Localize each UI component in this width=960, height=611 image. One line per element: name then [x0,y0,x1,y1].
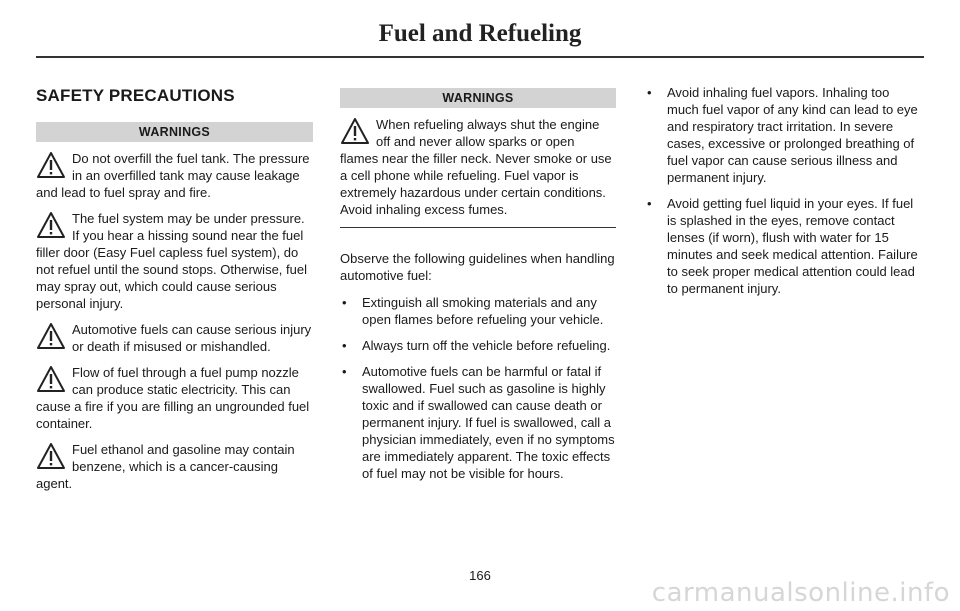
warnings-band: WARNINGS [36,122,313,142]
warning-triangle-icon [340,117,370,145]
page-header-title: Fuel and Refueling [378,20,582,47]
guidelines-list [340,294,616,482]
warnings-band: WARNINGS [340,88,616,108]
guidelines-list-continued [645,84,921,297]
warning-triangle-icon [36,151,66,179]
column-1 [36,122,313,501]
list-item-text: Avoid inhaling fuel vapors. Inhaling too much fuel vapor of any kind can lead to eye and respiratory tract irritation. In severe cases, excessive or prolonged breathing of fuel vapor can cause serious illness and permanent injury. [667,85,918,185]
warning-triangle-icon [36,365,66,393]
page-number: 166 [469,568,491,583]
column-3 [645,84,921,306]
watermark: carmanualsonline.info [651,578,950,608]
warning-text: Automotive fuels can cause serious injury or death if misused or mishandled. [72,322,312,354]
warning-item [340,116,616,218]
guidelines-intro: Observe the following guidelines when handling automotive fuel: [340,251,615,283]
warning-text: Fuel ethanol and gasoline may contain benzene, which is a cancer-causing agent. [36,442,295,491]
bullet-glyph: • [342,295,347,310]
warning-text: When refueling always shut the engine off and never allow sparks or open flames near the filler neck. Never smoke or use a cell phone while refueling. Fuel vapor is extremely hazardous under certain conditions. Avoid inhaling excess fumes. [340,117,612,217]
column-2 [340,88,616,491]
list-item [340,363,616,482]
list-item [645,84,921,186]
bullet-glyph: • [647,85,652,100]
warning-item [36,441,313,492]
warning-triangle-icon [36,211,66,239]
list-item [340,337,616,354]
list-item-text: Always turn off the vehicle before refueling. [362,338,611,353]
warning-item [36,364,313,432]
list-item-text: Automotive fuels can be harmful or fatal if swallowed. Fuel such as gasoline is highly toxic and if swallowed can cause death or permanent injury. If fuel is swallowed, call a physician immediately, even if no symptoms are immediately apparent. The toxic effects of fuel may not be visible for hours. [362,364,615,481]
warning-item [36,150,313,201]
list-item [645,195,921,297]
warning-text: Do not overfill the fuel tank. The pressure in an overfilled tank may cause leakage and lead to fuel spray and fire. [36,151,310,200]
warning-text: The fuel system may be under pressure. If you hear a hissing sound near the fuel filler door (Easy Fuel capless fuel system), do not refuel until the sound stops. Otherwise, fuel may spray out, which could cause serious personal injury. [36,211,307,311]
bullet-glyph: • [342,364,347,379]
list-item [340,294,616,328]
warning-text: Flow of fuel through a fuel pump nozzle can produce static electricity. This can cause a fire if you are filling an ungrounded fuel container. [36,365,310,431]
warning-triangle-icon [36,322,66,350]
section-heading: SAFETY PRECAUTIONS [36,86,235,105]
warnings-end-rule [340,227,616,228]
list-item-text: Extinguish all smoking materials and any open flames before refueling your vehicle. [362,295,604,327]
list-item-text: Avoid getting fuel liquid in your eyes. If fuel is splashed in the eyes, remove contact lenses (if worn), flush with water for 15 minutes and seek medical attention. Failure to seek proper medical attention could lead to permanent injury. [667,196,918,296]
warning-item [36,321,313,355]
bullet-glyph: • [647,196,652,211]
warning-item [36,210,313,312]
bullet-glyph: • [342,338,347,353]
warning-triangle-icon [36,442,66,470]
header-divider [36,56,924,58]
